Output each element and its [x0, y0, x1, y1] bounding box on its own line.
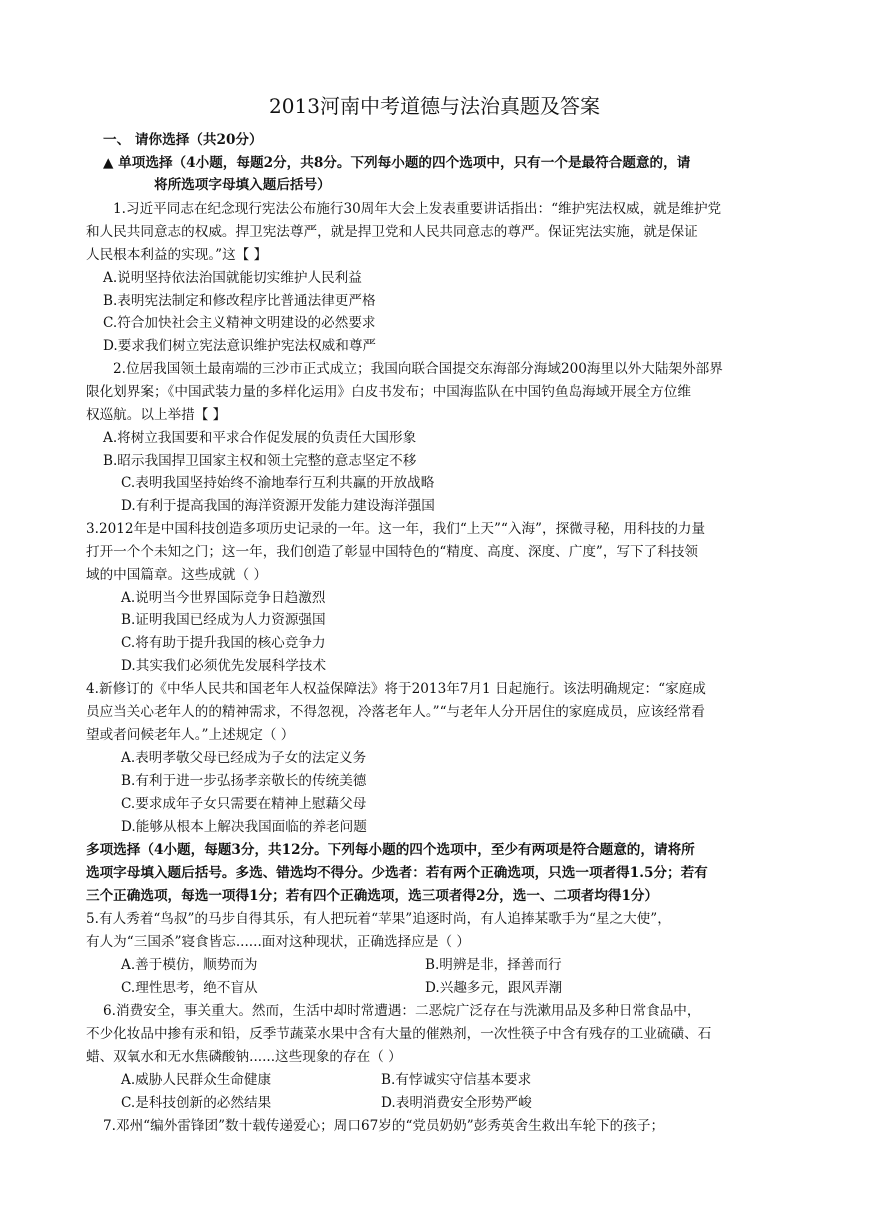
q1-option-d: D.要求我们树立宪法意识维护宪法权威和尊严 — [103, 338, 377, 354]
q2-stem: 限化划界案；《中国武装力量的多样化运用》白皮书发布；中国海监队在中国钓鱼岛海域开展全方位维 — [86, 384, 691, 400]
multi-choice-instructions: 选项字母填入题后括号。多选、错选均不得分。少选者：若有两个正确选项，只选一项者得1.5分；若有 — [86, 865, 708, 881]
q1-option-b: B.表明宪法制定和修改程序比普通法律更严格 — [103, 293, 376, 309]
q6-option-b: B.有悖诚实守信基本要求 — [381, 1072, 532, 1088]
q4-option-b: B.有利于进一步弘扬孝亲敬长的传统美德 — [121, 773, 367, 789]
section-heading: 一、 请你选择（共20分） — [103, 132, 263, 148]
q6-stem: 不少化妆品中掺有汞和铅，反季节蔬菜水果中含有大量的催熟剂，一次性筷子中含有残存的工业硫磺、石 — [86, 1026, 712, 1042]
q5-option-c: C.理性思考，绝不盲从 — [121, 980, 258, 996]
q5-option-d: D.兴趣多元，跟风弄潮 — [425, 980, 563, 996]
page-title: 2013河南中考道德与法治真题及答案 — [269, 94, 600, 118]
q3-option-b: B.证明我国已经成为人力资源强国 — [121, 612, 326, 628]
q6-option-a: A.威胁人民群众生命健康 — [121, 1072, 272, 1088]
q3-stem: 域的中国篇章。这些成就（ ） — [86, 567, 268, 583]
q4-option-c: C.要求成年子女只需要在精神上慰藉父母 — [121, 796, 367, 812]
multi-choice-instructions: 多项选择（4小题，每题3分，共12分。下列每小题的四个选项中，至少有两项是符合题意的，请将所 — [86, 842, 695, 858]
q2-option-c: C.表明我国坚持始终不渝地奉行互利共赢的开放战略 — [121, 475, 435, 491]
q1-stem: 1.习近平同志在纪念现行宪法公布施行30周年大会上发表重要讲话指出：“维护宪法权威，就是维护党 — [113, 201, 722, 217]
q4-option-a: A.表明孝敬父母已经成为子女的法定义务 — [121, 750, 367, 766]
q2-option-a: A.将树立我国要和平求合作促发展的负责任大国形象 — [103, 430, 417, 446]
q4-option-d: D.能够从根本上解决我国面临的养老问题 — [121, 819, 367, 835]
q1-stem: 人民根本利益的实现。”这【 】 — [86, 247, 268, 263]
q3-stem: 3.2012年是中国科技创造多项历史记录的一年。这一年，我们“上天”“入海”，探微寻秘，用科技的力量 — [86, 521, 706, 537]
single-choice-instructions: ▲ 单项选择（4小题，每题2分，共8分。下列每小题的四个选项中，只有一个是最符合题意的，请 — [103, 155, 691, 171]
q5-option-b: B.明辨是非，择善而行 — [425, 957, 562, 973]
q5-stem: 5.有人秀着“鸟叔”的马步自得其乐，有人把玩着“苹果”追逐时尚，有人追捧某歌手为“星之大使”， — [86, 911, 671, 927]
q4-stem: 望或者问候老年人。”上述规定（ ） — [86, 727, 295, 743]
q3-option-a: A.说明当今世界国际竞争日趋激烈 — [121, 590, 326, 606]
q4-stem: 4.新修订的《中华人民共和国老年人权益保障法》将于2013年7月1 日起施行。该法明确规定：“家庭成 — [86, 681, 706, 697]
q5-option-a: A.善于模仿，顺势而为 — [121, 957, 258, 973]
q5-stem: 有人为“三国杀”寝食皆忘......面对这种现状，正确选择应是（ ） — [86, 934, 470, 950]
q1-stem: 和人民共同意志的权威。捍卫宪法尊严，就是捍卫党和人民共同意志的尊严。保证宪法实施，就是保证 — [86, 224, 698, 240]
q2-stem: 2.位居我国领土最南端的三沙市正式成立；我国向联合国提交东海部分海域200海里以外大陆架外部界 — [113, 361, 723, 377]
q4-stem: 员应当关心老年人的的精神需求，不得忽视，冷落老年人。”“与老年人分开居住的家庭成员，应该经常看 — [86, 704, 705, 720]
q1-option-c: C.符合加快社会主义精神文明建设的必然要求 — [103, 315, 376, 331]
single-choice-instructions-cont: 将所选项字母填入题后括号） — [154, 177, 331, 193]
q2-option-b: B.昭示我国捍卫国家主权和领土完整的意志坚定不移 — [103, 453, 417, 469]
q2-stem: 权巡航。以上举措【 】 — [86, 407, 227, 423]
q1-option-a: A.说明坚持依法治国就能切实维护人民利益 — [103, 270, 362, 286]
q6-option-c: C.是科技创新的必然结果 — [121, 1095, 272, 1111]
multi-choice-instructions: 三个正确选项，每选一项得1分；若有四个正确选项，选三项者得2分，选一、二项者均得1分） — [86, 888, 659, 904]
q3-option-c: C.将有助于提升我国的核心竞争力 — [121, 635, 326, 651]
q6-option-d: D.表明消费安全形势严峻 — [381, 1095, 532, 1111]
q6-stem: 蜡、双氧水和无水焦磷酸钠......这些现象的存在（ ） — [86, 1049, 402, 1065]
q7-stem: 7.邓州“编外雷锋团”数十载传递爱心；周口67岁的“党员奶奶”彭秀英舍生救出车轮下的孩子； — [103, 1118, 665, 1134]
q3-stem: 打开一个个未知之门；这一年，我们创造了彰显中国特色的“精度、高度、深度、广度”，写下了科技领 — [86, 544, 699, 560]
q2-option-d: D.有利于提高我国的海洋资源开发能力建设海洋强国 — [121, 498, 435, 514]
q6-stem: 6.消费安全，事关重大。然而，生活中却时常遭遇：二恶烷广泛存在与洗漱用品及多种日常食品中， — [103, 1003, 701, 1019]
q3-option-d: D.其实我们必须优先发展科学技术 — [121, 658, 327, 674]
